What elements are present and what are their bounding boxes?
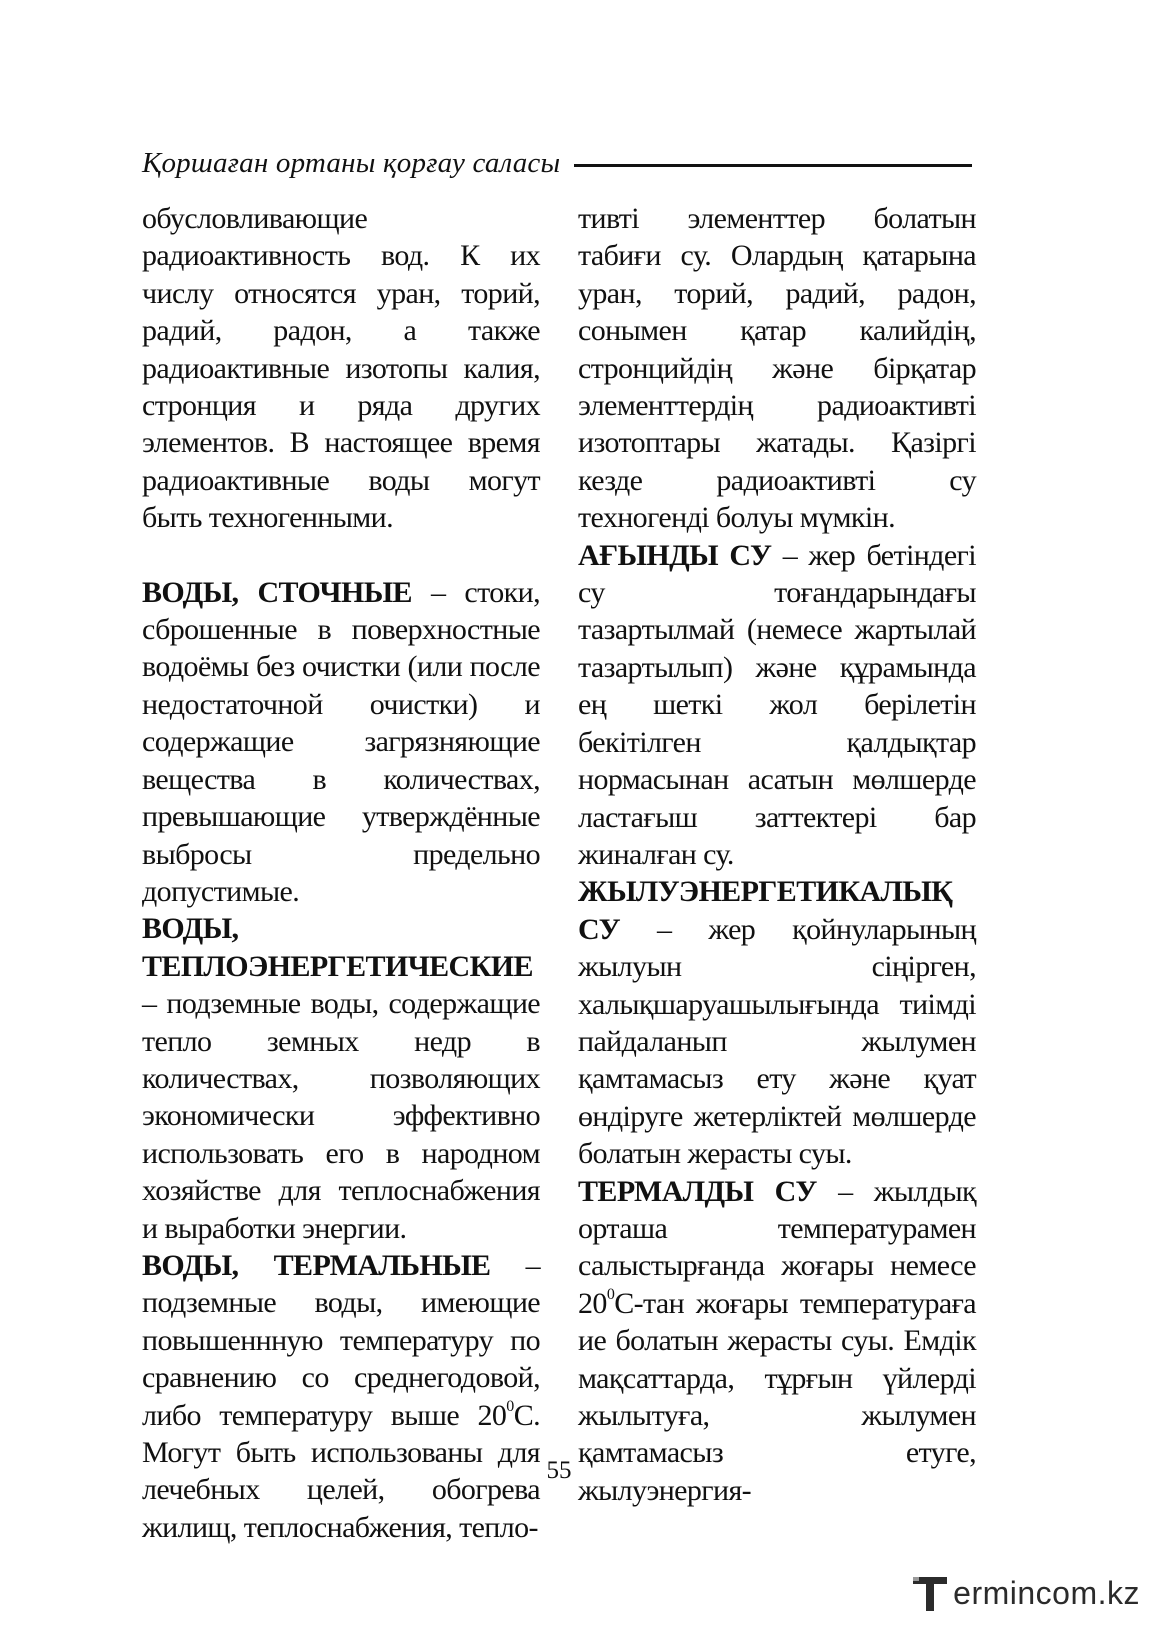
- right-column: [578, 200, 976, 1509]
- entry-term: ВОДЫ, СТОЧНЫЕ: [142, 575, 412, 609]
- entry-definition-continued: С. Могут быть использованы для лечебных целей, обогрева жилищ, теплоснабжения, тепло-: [142, 1398, 540, 1544]
- watermark-text: ermincom.kz: [953, 1574, 1140, 1611]
- degree-superscript: 0: [506, 1397, 514, 1415]
- entry-definition: – подземные воды, содержащие тепло земных недр в количествах, позволяющих экономически эффективно использовать его в народном хозяйстве для теплоснабжения и выработки энергии.: [142, 987, 540, 1245]
- dictionary-entry: [142, 1247, 540, 1546]
- entry-definition-continued: С-тан жоғары температураға ие болатын жерасты суы. Емдік мақсаттарда, тұрғын үйлерді жылытуға, жылумен қамтамасыз етуге, жылуэнергия-: [578, 1286, 976, 1507]
- degree-superscript: 0: [606, 1285, 615, 1303]
- continued-paragraph: обусловливающие радиоактивность вод. К их числу относятся уран, торий, радий, радон, а также радиоактивные изотопы калия, стронция и ряда других элементов. В настоящее время радиоактивные воды могут быть техногенными.: [142, 202, 540, 535]
- running-header: [142, 147, 972, 180]
- entry-term: ВОДЫ, ТЕПЛОЭНЕРГЕТИЧЕСКИЕ: [142, 912, 533, 983]
- entry-definition: – жер қойнуларының жылуын сіңірген, халықшаруашылығында тиімді пайдаланып жылумен қамтамасыз ету және қуат өндіруге жетерліктей мөлшерде болатын жерасты суы.: [578, 912, 977, 1171]
- entry-term: АҒЫНДЫ СУ: [578, 538, 772, 572]
- dictionary-entry: [142, 574, 540, 911]
- entry-definition: – стоки, сброшенные в поверхностные водоёмы без очистки (или после недостаточной очистки) и содержащие загрязняющие вещества в количествах, превышающие утверждённые выбросы предельно допустимые.: [142, 575, 540, 908]
- page-number: 55: [546, 1457, 572, 1484]
- left-column: [142, 200, 540, 1546]
- entry-term: ТЕРМАЛДЫ СУ: [578, 1174, 817, 1208]
- dictionary-entry: [578, 873, 976, 1172]
- entry-term: ВОДЫ, ТЕРМАЛЬНЫЕ: [142, 1248, 491, 1282]
- running-title: Қоршаған ортаны қорғау саласы: [142, 147, 561, 179]
- entry-definition: – жылдық орташа температурамен салыстырғанда жоғары немесе 20: [578, 1174, 976, 1320]
- entry-term: ЖЫЛУЭНЕРГЕТИКАЛЫҚ СУ: [578, 875, 953, 946]
- entry-definition: – подземные воды, имеющие повышеннную температуру по сравнению со среднегодовой, либо температуру выше 20: [142, 1248, 540, 1432]
- continued-paragraph: тивті элементтер болатын табиғи су. Олардың қатарына уран, торий, радий, радон, сонымен қатар калийдің, стронцийдің және бірқатар элементтердің радиоактивті изотоптары жатады. Қазіргі кезде радиоактивті су техногенді болуы мүмкін.: [578, 202, 976, 535]
- site-watermark[interactable]: [911, 1568, 1140, 1618]
- header-rule: [574, 164, 972, 167]
- termincom-logo-icon: [911, 1571, 951, 1615]
- dictionary-entry: [142, 910, 540, 1247]
- entry-definition: – жер бетіндегі су тоғандарындағы тазартылмай (немесе жартылай тазартылып) және құрамында ең шеткі жол берілетін бекітілген қалдықтар нормасынан асатын мөлшерде ластағыш заттектері бар жиналған су.: [578, 538, 976, 871]
- dictionary-entry: [578, 537, 976, 874]
